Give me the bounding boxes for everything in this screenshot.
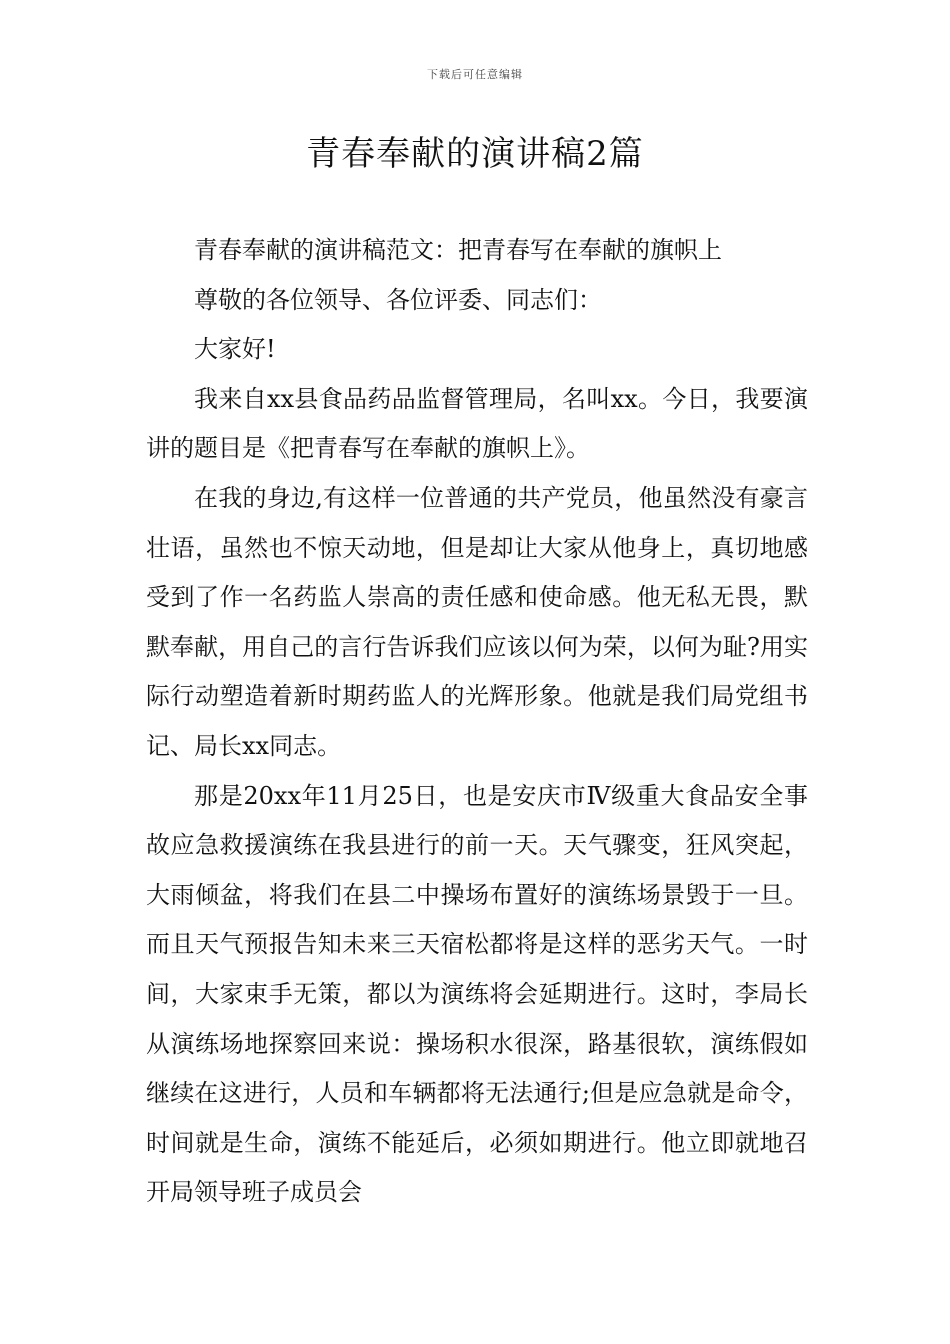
paragraph-greeting: 大家好! [194, 335, 276, 364]
paragraph-body: 在我的身边,有这样一位普通的共产党员，他虽然没有豪言壮语，虽然也不惊天动地，但是却让大家从他身上，真切地感受到了作一名药监人崇高的责任感和使命感。他无私无畏，默默奉献，用自己的言行告诉我们应该以何为荣，以何为耻?用实际行动塑造着新时期药监人的光辉形象。他就是我们局党组书记、局长xx同志。 [146, 483, 808, 760]
header-note: 下载后可任意编辑 [427, 68, 523, 81]
paragraph-intro: 我来自xx县食品药品监督管理局，名叫xx。今日，我要演讲的题目是《把青春写在奉献的旗帜上》。 [146, 384, 808, 463]
paragraph-salutation: 尊敬的各位领导、各位评委、同志们： [194, 285, 602, 314]
paragraph-subtitle: 青春奉献的演讲稿范文：把青春写在奉献的旗帜上 [194, 236, 722, 264]
paragraph-body: 那是20xx年11月25日，也是安庆市Ⅳ级重大食品安全事故应急救援演练在我县进行的前一天。天气骤变，狂风突起，大雨倾盆，将我们在县二中操场布置好的演练场景毁于一旦。而且天气预报告知未来三天宿松都将是这样的恶劣天气。一时间，大家束手无策，都以为演练将会延期进行。这时，李局长从演练场地探察回来说：操场积水很深，路基很软，演练假如继续在这进行，人员和车辆都将无法通行;但是应急就是命令，时间就是生命，演练不能延后，必须如期进行。他立即就地召开局领导班子成员会 [146, 781, 808, 1207]
document-body [146, 226, 808, 1218]
document-title: 青春奉献的演讲稿2篇 [306, 134, 644, 174]
